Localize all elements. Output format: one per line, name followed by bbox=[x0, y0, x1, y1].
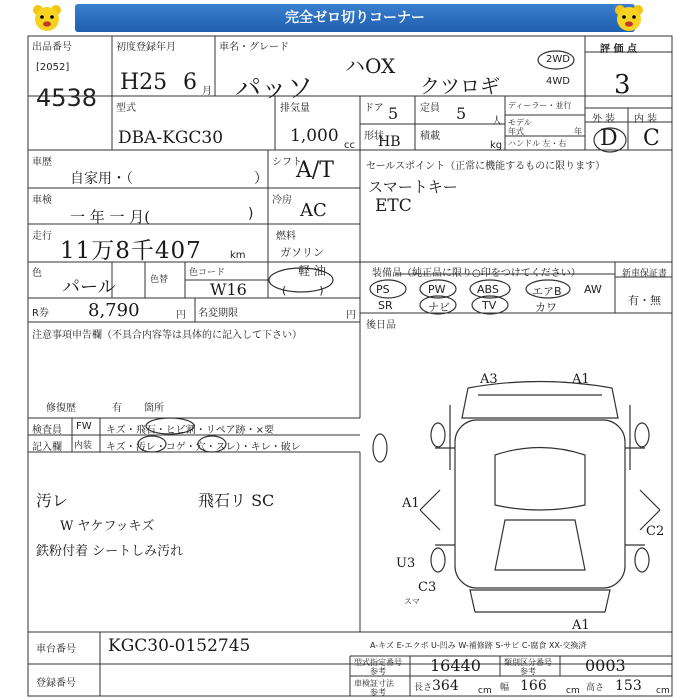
recycle-value: 8,790 bbox=[88, 300, 140, 321]
note-2: W ヤケフッキズ bbox=[60, 519, 155, 534]
color-code-value: W16 bbox=[210, 280, 247, 299]
mileage-value: 11万8千407 bbox=[60, 238, 202, 264]
yen-unit: 円 bbox=[176, 310, 186, 321]
shape-label: 形状 bbox=[364, 131, 384, 142]
drive-2wd: 2WD bbox=[546, 54, 570, 65]
handle-label: ハンドル 左・右 bbox=[508, 139, 567, 148]
ext-label: 外 装 bbox=[592, 114, 616, 125]
shape-value: HB bbox=[378, 134, 401, 150]
mark-u3: U3 bbox=[396, 556, 416, 571]
inspect-value: 一 年 一 月( bbox=[70, 208, 151, 226]
sales-line-2: ETC bbox=[375, 196, 412, 216]
repair-label: 修復歴 bbox=[46, 403, 76, 414]
legend: A-キズ E-エクボ U-凹み W-補修跡 S-サビ C-腐食 XX-交換済 bbox=[370, 641, 587, 650]
cm-unit-2: cm bbox=[566, 686, 580, 696]
grade-1: ハOX bbox=[345, 54, 396, 78]
color-label: 色 bbox=[32, 268, 42, 279]
kg-unit: kg bbox=[490, 140, 503, 151]
type-no-label: 型式指定番号 bbox=[354, 658, 402, 667]
inspector-label-1: 検査員 bbox=[32, 425, 62, 436]
fuel-other: ( ) bbox=[282, 284, 324, 297]
fuel-diesel: 軽 油 bbox=[298, 264, 326, 278]
equip-tv: TV bbox=[482, 299, 497, 312]
fw-label: FW bbox=[76, 421, 92, 432]
yen-unit-2: 円 bbox=[346, 310, 356, 321]
int-grade: C bbox=[643, 126, 660, 151]
chassis-value: KGC30-0152745 bbox=[108, 636, 251, 656]
displacement-value: 1,000 bbox=[290, 126, 339, 146]
ac-value: AC bbox=[300, 200, 327, 221]
history-value: 自家用・（ bbox=[70, 171, 133, 187]
equip-sr: SR bbox=[378, 299, 393, 312]
recycle-label: R券 bbox=[32, 308, 49, 319]
mark-a3: A3 bbox=[480, 372, 498, 387]
mark-c2-label: C2 bbox=[646, 524, 665, 539]
model-label: 型式 bbox=[116, 103, 136, 114]
height-value: 153 bbox=[615, 678, 642, 694]
wheel-front-right bbox=[635, 423, 649, 447]
year-unit: 年 bbox=[574, 127, 582, 136]
door-label: ドア bbox=[364, 103, 384, 114]
int-label: 内 装 bbox=[634, 114, 658, 125]
name-label: 車名・グレード bbox=[219, 42, 289, 53]
score-value: 3 bbox=[614, 70, 631, 100]
mark-a1-bottom: A1 bbox=[572, 618, 590, 633]
title-deadline-label: 名変期限 bbox=[198, 308, 238, 319]
model-year-label-2: 年式 bbox=[508, 127, 524, 136]
month-unit: 月 bbox=[202, 86, 212, 97]
warranty-label: 新車保証書 bbox=[622, 269, 668, 279]
fw-circle bbox=[373, 434, 387, 462]
lot-small: [2052] bbox=[36, 62, 70, 73]
repair-value: 有 bbox=[112, 403, 122, 414]
ac-label: 冷房 bbox=[272, 195, 292, 206]
note-1: 汚レ bbox=[36, 491, 69, 510]
fuel-gasoline: ガソリン bbox=[280, 246, 324, 259]
person-unit: 人 bbox=[492, 116, 502, 127]
inspector-label-2: 記入欄 bbox=[32, 442, 62, 453]
chassis-label: 車台番号 bbox=[36, 644, 76, 655]
mark-a1-left bbox=[420, 490, 440, 530]
mileage-label: 走行 bbox=[32, 231, 52, 242]
type-no-sub: 参考 bbox=[370, 667, 386, 676]
lot-label: 出品番号 bbox=[32, 42, 72, 53]
wheel-rear-right bbox=[635, 548, 649, 572]
mark-sm: スマ bbox=[404, 597, 420, 606]
equip-navi: ナビ bbox=[428, 301, 450, 314]
dim-label: 車検証寸法 bbox=[354, 679, 394, 688]
banner-title: 完全ゼロ切りコーナー bbox=[75, 4, 635, 32]
class-label: 類別区分番号 bbox=[504, 658, 552, 667]
reg-month: 6 bbox=[183, 70, 197, 95]
reg-label: 初度登録年月 bbox=[116, 42, 176, 53]
seat-value: 5 bbox=[456, 104, 467, 123]
naisou-label: 内装 bbox=[74, 441, 93, 451]
note-3: 鉄粉付着 シートしみ汚れ bbox=[36, 544, 184, 559]
mark-a1-left-label: A1 bbox=[402, 496, 420, 511]
wheel-rear-left bbox=[431, 548, 445, 572]
color-code-label: 色コード bbox=[189, 268, 226, 278]
shift-label: シフト bbox=[272, 157, 302, 168]
reg-year: H25 bbox=[120, 70, 168, 95]
score-label: 評 価 点 bbox=[600, 44, 637, 55]
reg-no-label: 登録番号 bbox=[36, 678, 76, 689]
equip-abs: ABS bbox=[477, 283, 499, 296]
wheel-front-left bbox=[431, 423, 445, 447]
warranty-value: 有・無 bbox=[628, 294, 661, 307]
repair-unit: 箇所 bbox=[144, 403, 164, 414]
seat-label: 定員 bbox=[420, 103, 440, 114]
drive-4wd: 4WD bbox=[546, 76, 570, 87]
ext-grade: D bbox=[600, 126, 618, 151]
height-label: 高さ bbox=[586, 683, 605, 693]
door-value: 5 bbox=[388, 104, 399, 123]
sales-line-1: スマートキー bbox=[368, 178, 458, 196]
width-label: 幅 bbox=[500, 683, 510, 693]
length-value: 364 bbox=[432, 678, 459, 694]
later-label: 後日品 bbox=[366, 320, 396, 331]
car-body-diagram bbox=[435, 382, 645, 613]
history-close: ） bbox=[254, 171, 268, 187]
sales-label: セールスポイント（正常に機能するものに限ります） bbox=[366, 161, 606, 172]
km-unit: km bbox=[230, 250, 246, 261]
dim-sub: 参考 bbox=[370, 688, 386, 697]
note-4: 飛石リ SC bbox=[198, 491, 275, 510]
color-change-label: 色替 bbox=[150, 275, 169, 285]
car-name: パッソ bbox=[235, 74, 314, 104]
interior-items: キズ・汚レ・コゲ・穴・スレ）・キレ・破レ bbox=[106, 442, 301, 453]
displacement-label: 排気量 bbox=[280, 103, 310, 114]
equipment-label: 装備品（純正品に限り○印をつけてください） bbox=[372, 268, 581, 279]
notes-label: 注意事項申告欄（不具合内容等は具体的に記入して下さい） bbox=[32, 330, 302, 341]
type-no-value: 16440 bbox=[430, 656, 481, 675]
shift-value: A/T bbox=[296, 158, 334, 183]
length-label: 長さ bbox=[414, 683, 433, 693]
equip-aw: AW bbox=[584, 283, 602, 296]
fuel-label: 燃料 bbox=[276, 231, 296, 242]
mark-a1-top: A1 bbox=[572, 372, 590, 387]
equip-leather: カワ bbox=[535, 301, 557, 314]
model-value: DBA-KGC30 bbox=[118, 128, 224, 148]
load-label: 積載 bbox=[420, 131, 440, 142]
inspect-label: 車検 bbox=[32, 195, 52, 206]
model-year-label-1: モデル bbox=[508, 118, 532, 127]
history-label: 車歴 bbox=[32, 157, 52, 168]
equip-pw: PW bbox=[428, 283, 446, 296]
cc-unit: cc bbox=[344, 140, 355, 151]
cm-unit-3: cm bbox=[656, 686, 670, 696]
equip-airbag: エアB bbox=[532, 285, 562, 298]
inspect-close: ) bbox=[248, 206, 254, 222]
dealer-label: ディーラー・並行 bbox=[508, 101, 572, 110]
mark-c3: C3 bbox=[418, 580, 437, 595]
grade-2: クツロギ bbox=[420, 74, 500, 98]
class-sub: 参考 bbox=[520, 667, 536, 676]
color-value: パール bbox=[62, 277, 116, 298]
fw-items: キズ・飛石・ヒビ割・リペア跡・×要 bbox=[106, 425, 274, 436]
cm-unit-1: cm bbox=[478, 686, 492, 696]
lot-number: 4538 bbox=[36, 84, 98, 112]
class-value: 0003 bbox=[585, 656, 626, 675]
equip-ps: PS bbox=[376, 283, 390, 296]
width-value: 166 bbox=[520, 678, 547, 694]
